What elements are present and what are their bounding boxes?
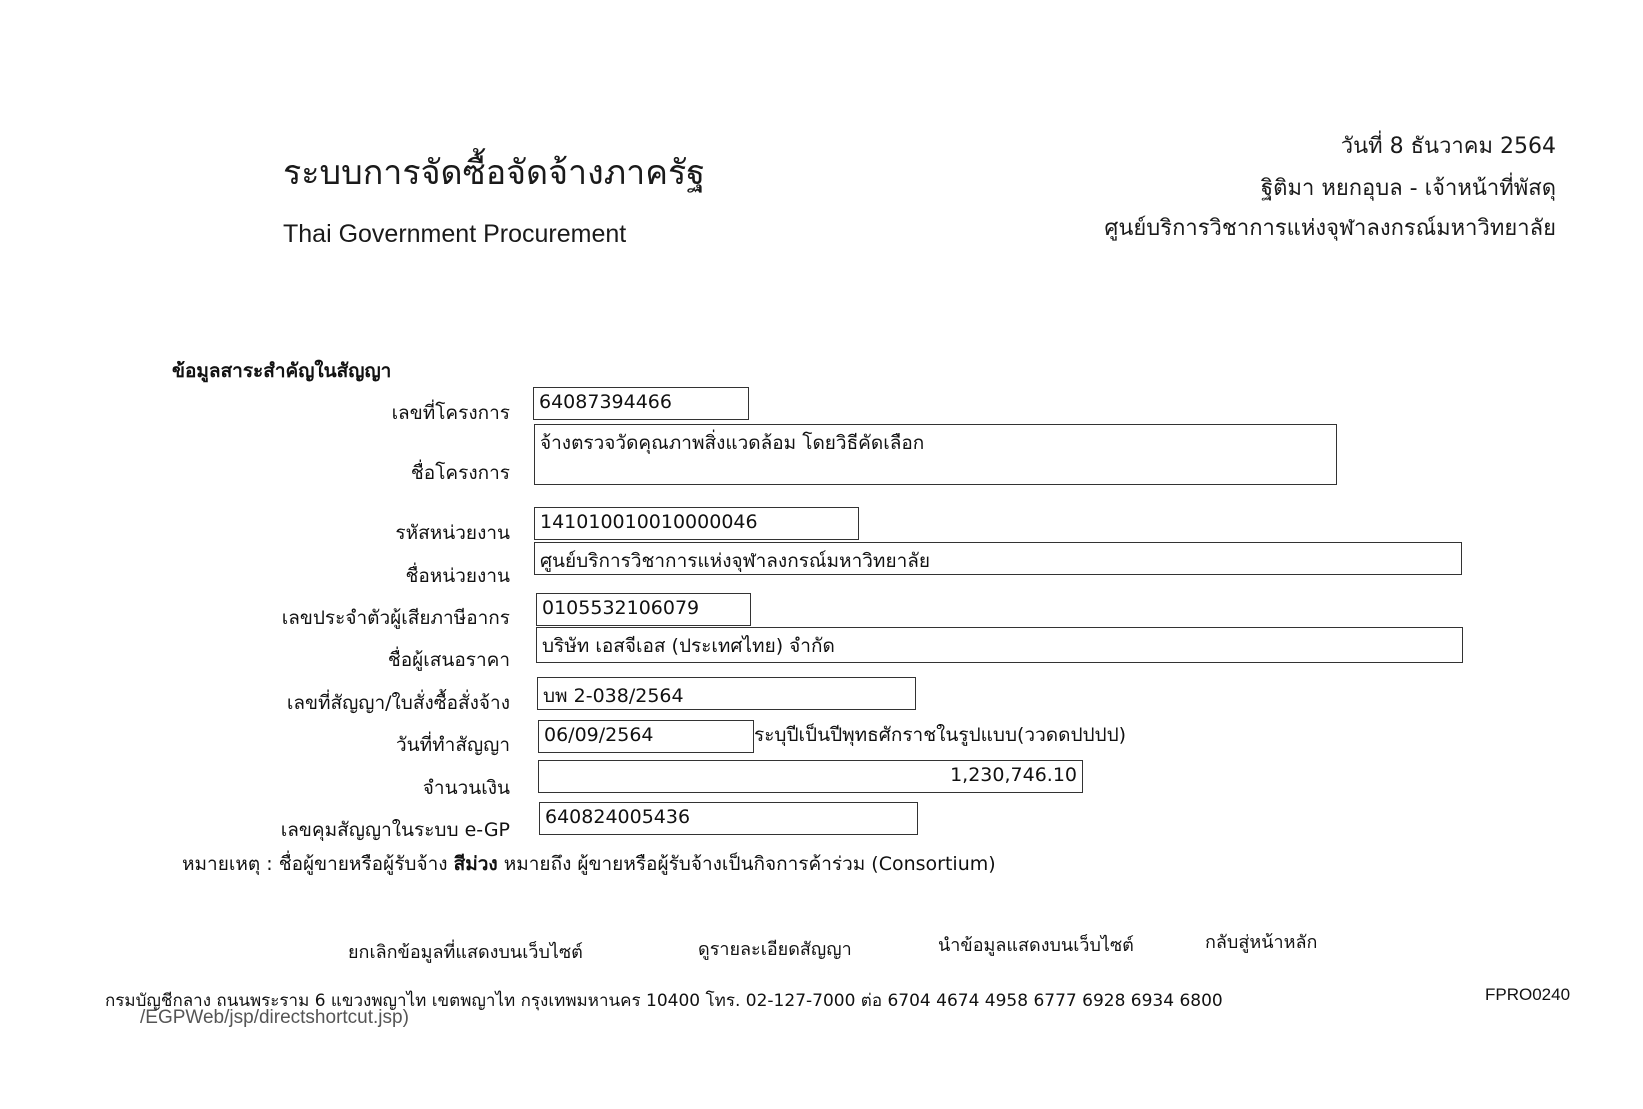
tax-id-label: เลขประจำตัวผู้เสียภาษีอากร bbox=[281, 607, 510, 629]
bidder-field[interactable]: บริษัท เอสจีเอส (ประเทศไทย) จำกัด bbox=[536, 627, 1463, 663]
note-prefix: หมายเหตุ : ชื่อผู้ขายหรือผู้รับจ้าง bbox=[182, 853, 448, 875]
view-contract-link[interactable]: ดูรายละเอียดสัญญา bbox=[698, 939, 852, 960]
user-name: ฐิติมา หยกอุบล - เจ้าหน้าที่พัสดุ bbox=[1261, 176, 1556, 201]
bidder-label: ชื่อผู้เสนอราคา bbox=[387, 649, 510, 671]
agency-name-label: ชื่อหน่วยงาน bbox=[405, 565, 510, 587]
note-emphasis: สีม่วง bbox=[453, 853, 498, 875]
tax-id-field[interactable]: 0105532106079 bbox=[536, 593, 751, 626]
contract-no-field[interactable]: บพ 2-038/2564 bbox=[537, 677, 916, 710]
agency-code-field[interactable]: 141010010010000046 bbox=[534, 507, 859, 540]
section-title: ข้อมูลสาระสำคัญในสัญญา bbox=[172, 360, 392, 382]
project-name-field[interactable]: จ้างตรวจวัดคุณภาพสิ่งแวดล้อม โดยวิธีคัดเลือก bbox=[534, 424, 1337, 485]
agency-name-field[interactable]: ศูนย์บริการวิชาการแห่งจุฬาลงกรณ์มหาวิทยาลัย bbox=[534, 542, 1462, 575]
page-url: /EGPWeb/jsp/directshortcut.jsp) bbox=[140, 1007, 409, 1028]
back-home-link[interactable]: กลับสู่หน้าหลัก bbox=[1205, 932, 1318, 953]
cancel-publish-link[interactable]: ยกเลิกข้อมูลที่แสดงบนเว็บไซต์ bbox=[348, 942, 583, 963]
project-name-label: ชื่อโครงการ bbox=[410, 462, 510, 484]
agency-code-label: รหัสหน่วยงาน bbox=[395, 522, 510, 544]
page-title-english: Thai Government Procurement bbox=[283, 220, 627, 248]
egp-no-field[interactable]: 640824005436 bbox=[539, 802, 918, 835]
amount-field[interactable]: 1,230,746.10 bbox=[538, 760, 1083, 793]
consortium-note bbox=[182, 849, 996, 879]
note-suffix: หมายถึง ผู้ขายหรือผู้รับจ้างเป็นกิจการค้าร่วม (Consortium) bbox=[503, 853, 996, 875]
page-title-thai: ระบบการจัดซื้อจัดจ้างภาครัฐ bbox=[283, 153, 706, 193]
project-no-label: เลขที่โครงการ bbox=[391, 402, 510, 424]
page-code: FPRO0240 bbox=[1485, 985, 1571, 1004]
project-no-field[interactable]: 64087394466 bbox=[533, 387, 749, 420]
publish-link[interactable]: นำข้อมูลแสดงบนเว็บไซต์ bbox=[938, 935, 1134, 956]
footer-address: กรมบัญชีกลาง ถนนพระราม 6 แขวงพญาไท เขตพญาไท กรุงเทพมหานคร 10400 โทร. 02-127-7000 ต่อ 6704 4674 4958 6777 6928 6934 6800 bbox=[105, 991, 1223, 1011]
egp-no-label: เลขคุมสัญญาในระบบ e-GP bbox=[280, 819, 510, 841]
organization-name: ศูนย์บริการวิชาการแห่งจุฬาลงกรณ์มหาวิทยาลัย bbox=[1104, 216, 1556, 241]
contract-no-label: เลขที่สัญญา/ใบสั่งซื้อสั่งจ้าง bbox=[286, 692, 510, 714]
contract-date-hint: ระบุปีเป็นปีพุทธศักราชในรูปแบบ(ววดดปปปป) bbox=[754, 724, 1127, 746]
contract-date-field[interactable]: 06/09/2564 bbox=[538, 720, 754, 753]
print-date: วันที่ 8 ธันวาคม 2564 bbox=[1340, 134, 1556, 159]
contract-date-label: วันที่ทำสัญญา bbox=[395, 734, 510, 756]
amount-label: จำนวนเงิน bbox=[422, 777, 510, 799]
